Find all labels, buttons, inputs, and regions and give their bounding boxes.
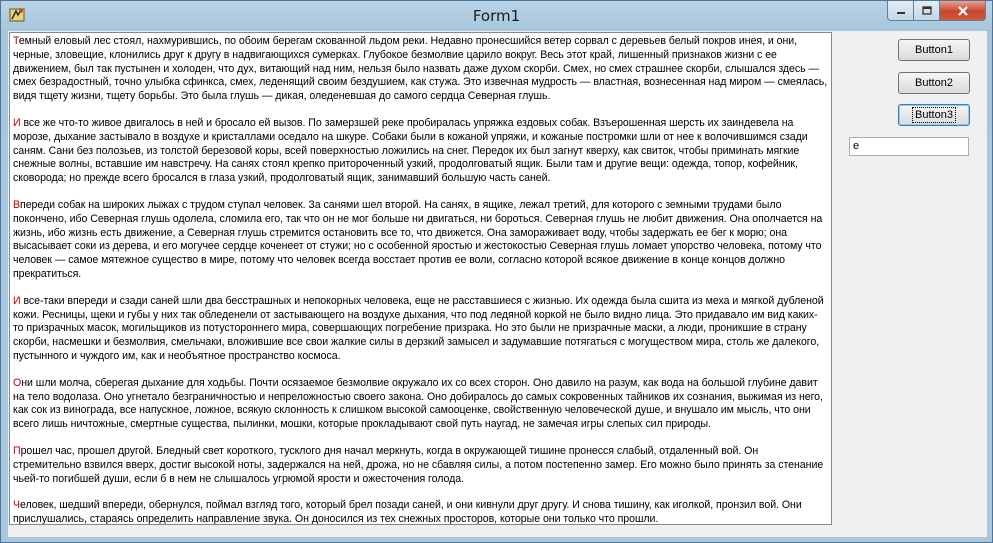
close-button[interactable] [940, 1, 986, 21]
minimize-icon [896, 7, 906, 15]
maximize-icon [922, 6, 932, 15]
close-icon [957, 6, 969, 16]
button1[interactable] [898, 39, 970, 61]
edit-field[interactable]: e [849, 137, 969, 156]
memo-paragraph: Темный еловый лес стоял, нахмурившись, по обоим берегам скованной льдом реки. Недавно пронесшийся ветер сорвал с деревьев белый покров инея, и они, черные, зловещие, клонились друг к другу в надвигающихся сумерках. Глубокое безмолвие царило вокруг. Весь этот край, лишенный признаков жизни с ее движением, был так пустынен и холоден, что дух, витающий над ним, нельзя было назвать даже духом скорби. Смех, но смех страшнее скорби, слышался здесь — смех безрадостный, точно улыбка сфинкса, смех, леденящий своим бездушием, как стужа. Это извечная мудрость — властная, вознесенная над миром — смеялась, видя тщету жизни, тщету борьбы. Это была глушь — дикая, оледеневшая до самого сердца Северная глушь. [13, 35, 828, 103]
title-bar[interactable] [1, 1, 992, 31]
button3[interactable] [898, 104, 970, 126]
minimize-button[interactable] [887, 1, 914, 21]
button3-label: Button3 [915, 109, 953, 121]
form-client-area [8, 31, 987, 537]
memo-paragraph: Они шли молча, сберегая дыхание для ходьбы. Почти осязаемое безмолвие окружало их со всех сторон. Оно давило на разум, как вода на большой глубине давит на тело водолаза. Оно угнетало безграничностью и непреложностью своего закона. Оно добиралось до самых сокровенных тайников их сознания, выжимая из него, как сок из винограда, все напускное, ложное, всякую склонность к слишком высокой самооценке, свойственную человеческой душе, и внушало им мысль, что они всего лишь ничтожные, смертные существа, пылинки, мошки, которые прокладывают свой путь наугад, не замечая игры слепых сил природы. [13, 376, 823, 431]
window-title: Form1 [472, 7, 521, 25]
memo-paragraph: Человек, шедший впереди, обернулся, поймал взгляд того, который брел позади саней, и они кивнули друг другу. И снова тишину, как иголкой, пронзил вой. Они прислушались, стараясь определить направление звука. Он доносился из тех снежных просторов, которые они только что прошли. [13, 499, 802, 525]
memo-text-area[interactable] [9, 32, 832, 525]
button2[interactable] [898, 72, 970, 94]
maximize-button[interactable] [914, 1, 940, 21]
memo-paragraph: Впереди собак на широких лыжах с трудом ступал человек. За санями шел второй. На санях, в ящике, лежал третий, для которого с земными трудами было покончено, ибо Северная глушь одолела, сломила его, так что он не мог больше ни двигаться, ни бороться. Северная глушь не любит движения. Она ополчается на жизнь, ибо жизнь есть движение, а Северная глушь стремится остановить все то, что движется. Она замораживает воду, чтобы задержать ее бег к морю; она высасывает соки из дерева, и его могучее сердце коченеет от стужи; но с особенной яростью и жестокостью Северная глушь ломает упорство человека, потому что человек — самое мятежное существо в мире, потому что человек всегда восстает против ее воли, согласно которой всякое движение в конце концов должно прекратиться. [13, 198, 823, 280]
button2-label: Button2 [915, 77, 953, 89]
memo-paragraph: И все-таки впереди и сзади саней шли два бесстрашных и непокорных человека, еще не расставшиеся с жизнью. Их одежда была сшита из меха и мягкой дубленой кожи. Ресницы, щеки и губы у них так обледенели от застывающего на воздухе дыхания, что под ледяной коркой не было видно лица. Это придавало им вид каких-то призрачных масок, могильщиков из потустороннего мира, совершающих погребение призрака. Но это были не призрачные маски, а люди, проникшие в страну скорби, насмешки и безмолвия, смельчаки, вложившие все свои жалкие силы в дерзкий замысел и задумавшие потягаться с могуществом мира, столь же далекого, пустынного и чуждого им, как и необъятное пространство космоса. [13, 294, 824, 362]
window-controls [887, 1, 986, 21]
button1-label: Button1 [915, 44, 953, 56]
memo-paragraph: Прошел час, прошел другой. Бледный свет короткого, тусклого дня начал меркнуть, когда в окружающей тишине пронесся слабый, отдаленный вой. Он стремительно взвился вверх, достиг высокой ноты, задержался на ней, дрожа, но не сбавляя силы, а потом постепенно замер. Его можно было принять за стенание чьей-то погибшей души, если б в нем не слышалось угрюмой ярости и ожесточения голода. [13, 444, 824, 485]
memo-paragraph: И все же что-то живое двигалось в ней и бросало ей вызов. По замерзшей реке пробиралась упряжка ездовых собак. Взъерошенная шерсть их заиндевела на морозе, дыхание застывало в воздухе и кристаллами оседало на шкуре. Собаки были в кожаной упряжи, и кожаные постромки шли от нее к волочившимся сзади саням. Сани без полозьев, из толстой березовой коры, всей поверхностью ложились на снег. Передок их был загнут кверху, как свиток, чтобы приминать мягкие снежные волны, вставшие им навстречу. На санях стоял крепко притороченный узкий, продолговатый ящик. Были там и другие вещи: одежда, топор, кофейник, сковорода; но прежде всего бросался в глаза узкий, продолговатый ящик, занимавший большую часть саней. [13, 116, 808, 185]
